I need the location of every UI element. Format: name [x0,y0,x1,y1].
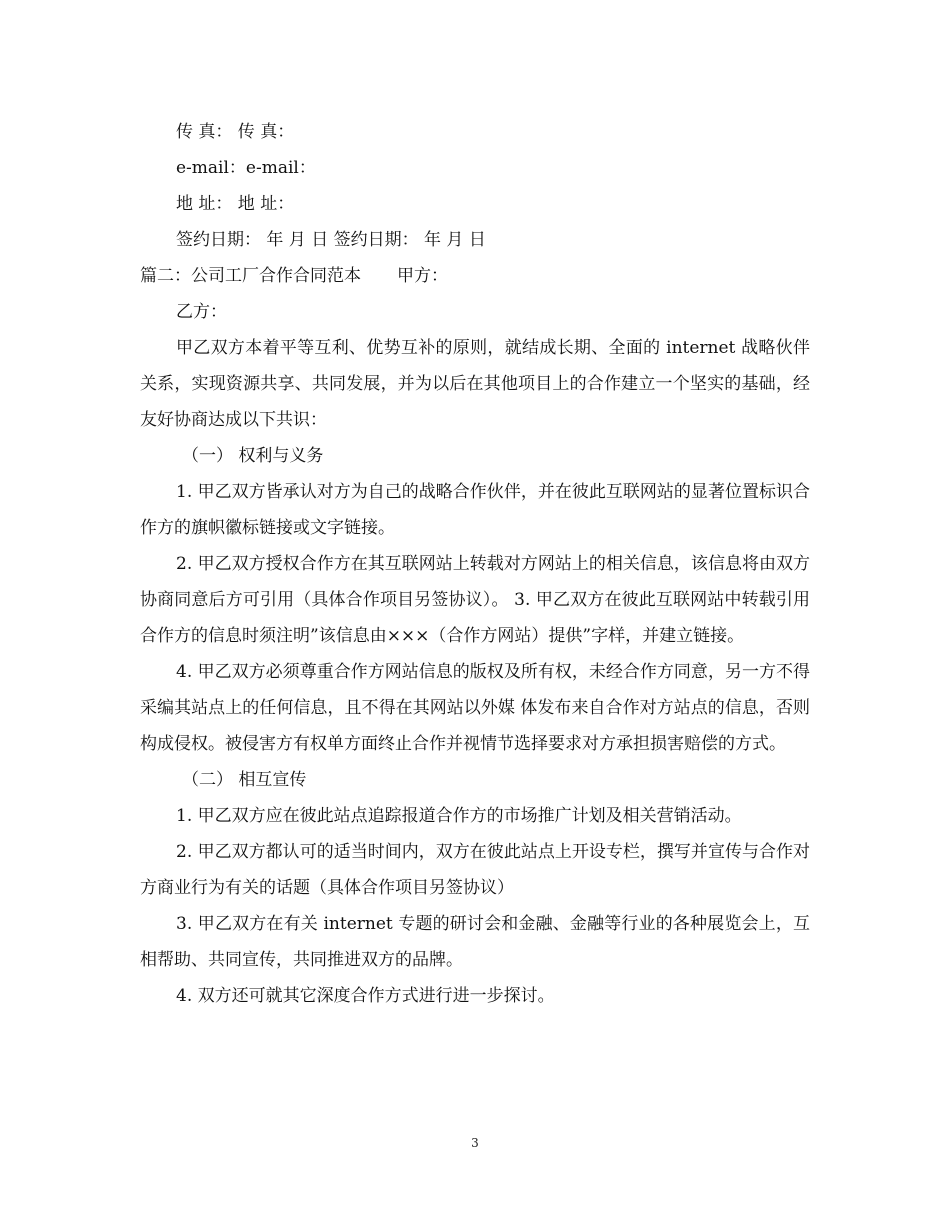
part1-item2: 2. 甲乙双方授权合作方在其互联网站上转载对方网站上的相关信息，该信息将由双方协商同意后方可引用（具体合作项目另签协议）。 3. 甲乙双方在彼此互联网站中转载引用合作方的信息时须注明”该信息由×××（合作方网站）提供”字样，并建立链接。 [140,554,810,646]
party-b-label: 乙方： [176,302,227,322]
sign-date-line: 签约日期： 年 月 日 签约日期： 年 月 日 [176,230,486,250]
email-line: e-mail：e-mail： [176,158,316,178]
address-line: 地 址： 地 址： [176,194,295,214]
part2-item4: 4. 双方还可就其它深度合作方式进行进一步探讨。 [176,986,555,1006]
part1-heading: （一） 权利与义务 [182,446,324,466]
section-two-title-row [140,258,810,294]
document-body [140,114,810,1014]
part1-item4: 4. 甲乙双方必须尊重合作方网站信息的版权及所有权，未经合作方同意，另一方不得采编其站点上的任何信息，且不得在其网站以外媒 体发布来自合作对方站点的信息，否则构成侵权。被侵害方有权单方面终止合作并视情节选择要求对方承担损害赔偿的方式。 [140,662,810,754]
page-number: 3 [471,1136,479,1150]
section-two-title: 篇二：公司工厂合作合同范本 [140,266,361,286]
part2-item2: 2. 甲乙双方都认可的适当时间内，双方在彼此站点上开设专栏，撰写并宣传与合作对方商业行为有关的话题（具体合作项目另签协议） [140,842,810,898]
part2-heading: （二） 相互宣传 [182,770,307,790]
party-a-label: 甲方： [397,266,448,286]
part2-item3: 3. 甲乙双方在有关 internet 专题的研讨会和金融、金融等行业的各种展览会上，互相帮助、共同宣传，共同推进双方的品牌。 [140,914,810,970]
part2-item1: 1. 甲乙双方应在彼此站点追踪报道合作方的市场推广计划及相关营销活动。 [176,806,742,826]
part1-item1: 1. 甲乙双方皆承认对方为自己的战略合作伙伴，并在彼此互联网站的显著位置标识合作方的旗帜徽标链接或文字链接。 [140,482,810,538]
fax-line: 传 真： 传 真： [176,122,295,142]
intro-paragraph: 甲乙双方本着平等互利、优势互补的原则，就结成长期、全面的 internet 战略伙伴关系，实现资源共享、共同发展，并为以后在其他项目上的合作建立一个坚实的基础，经友好协商达成以下共识： [140,338,810,430]
